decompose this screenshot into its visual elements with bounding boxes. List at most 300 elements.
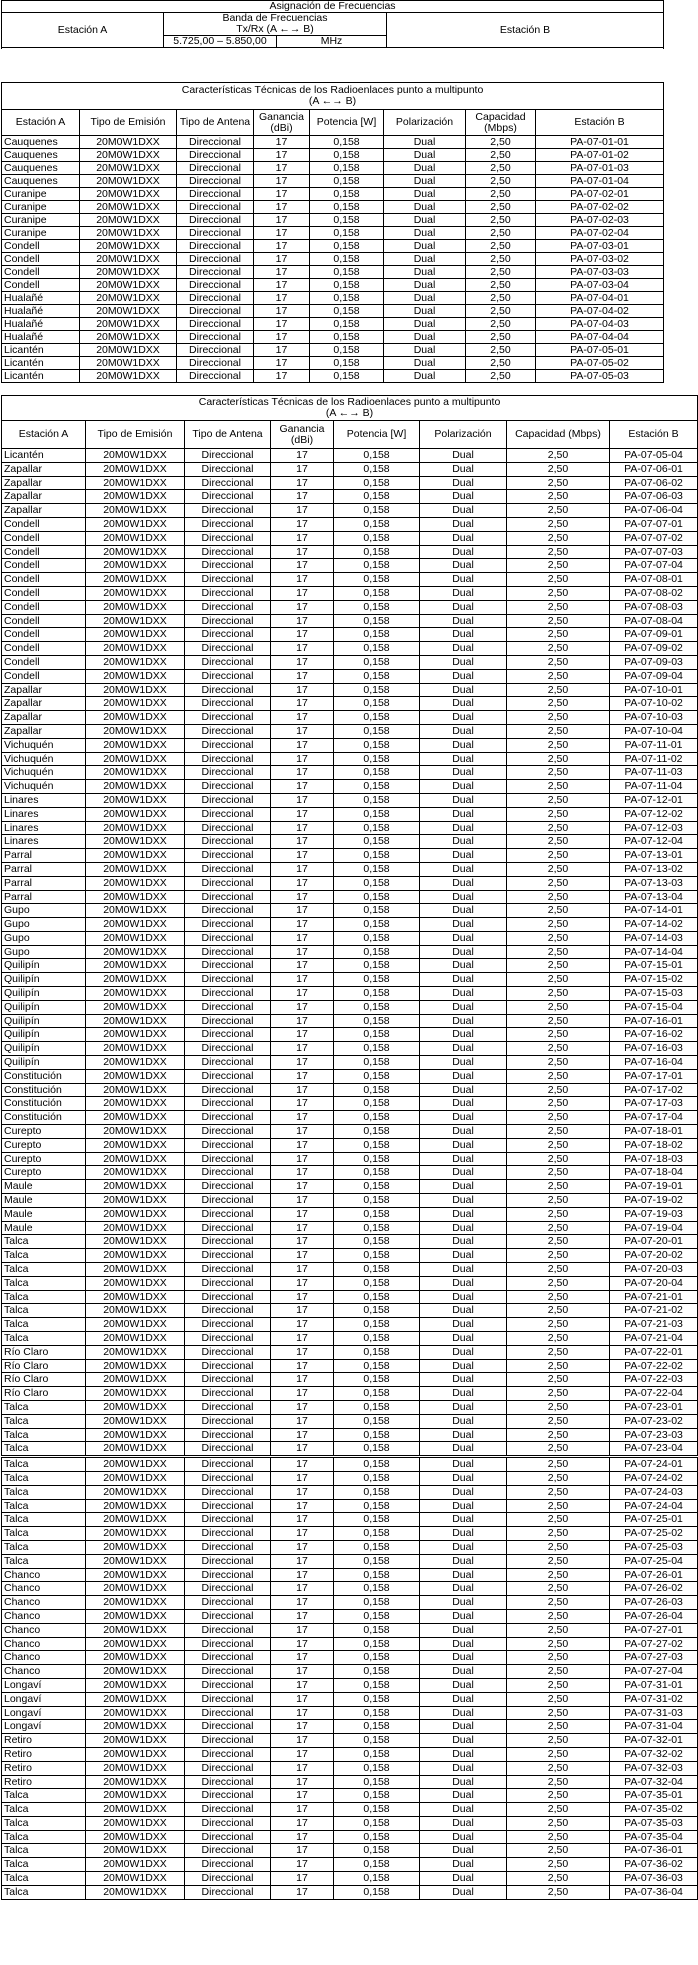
cell-tipo-emision: 20M0W1DXX [86,1414,185,1428]
cell-estacion-a: Condell [2,628,86,642]
cell-tipo-emision: 20M0W1DXX [86,1540,185,1554]
cell-capacidad: 2,50 [466,136,536,149]
cell-polarizacion: Dual [420,1761,507,1775]
cell-ganancia: 17 [271,1249,334,1263]
cell-potencia: 0,158 [334,1885,420,1899]
cell-potencia: 0,158 [334,1180,420,1194]
cell-tipo-emision: 20M0W1DXX [86,1442,185,1457]
cell-polarizacion: Dual [384,370,466,383]
cell-tipo-antena: Direccional [177,253,254,266]
table-row [2,862,698,876]
cell-estacion-a: Chanco [2,1637,86,1651]
cell-tipo-emision: 20M0W1DXX [86,1803,185,1817]
cell-tipo-emision: 20M0W1DXX [86,1400,185,1414]
cell-tipo-antena: Direccional [185,1540,271,1554]
cell-capacidad: 2,50 [507,780,610,794]
cell-capacidad: 2,50 [507,862,610,876]
cell-polarizacion: Dual [420,517,507,531]
table-row [2,1457,698,1472]
cell-estacion-b: PA-07-17-03 [610,1097,698,1111]
table-row [2,504,698,518]
cell-estacion-b: PA-07-31-04 [610,1720,698,1734]
table-row [2,1083,698,1097]
cell-ganancia: 17 [271,1138,334,1152]
cell-estacion-a: Curanipe [2,214,80,227]
cell-polarizacion: Dual [420,835,507,849]
cell-potencia: 0,158 [334,504,420,518]
cell-capacidad: 2,50 [507,1180,610,1194]
cell-estacion-b: PA-07-14-01 [610,904,698,918]
cell-potencia: 0,158 [334,669,420,683]
cell-estacion-b: PA-07-03-03 [536,266,664,279]
cell-capacidad: 2,50 [507,1816,610,1830]
table-row [2,890,698,904]
cell-polarizacion: Dual [420,1789,507,1803]
cell-tipo-emision: 20M0W1DXX [86,1428,185,1442]
cell-tipo-antena: Direccional [185,559,271,573]
cell-tipo-emision: 20M0W1DXX [80,253,177,266]
cell-estacion-a: Longaví [2,1678,86,1692]
cell-tipo-antena: Direccional [185,1373,271,1387]
cell-estacion-a: Linares [2,807,86,821]
cell-polarizacion: Dual [420,1720,507,1734]
cell-potencia: 0,158 [334,918,420,932]
cell-tipo-emision: 20M0W1DXX [86,1014,185,1028]
table-row [2,188,664,201]
table-row [2,1665,698,1679]
cell-capacidad: 2,50 [507,1194,610,1208]
cell-capacidad: 2,50 [507,1166,610,1180]
cell-tipo-antena: Direccional [185,1457,271,1472]
cell-potencia: 0,158 [334,1623,420,1637]
cell-estacion-a: Gupo [2,931,86,945]
cell-capacidad: 2,50 [507,1318,610,1332]
cell-polarizacion: Dual [420,849,507,863]
cell-estacion-a: Hualañé [2,292,80,305]
cell-ganancia: 17 [271,1457,334,1472]
station-a-header: Estación A [2,13,164,48]
cell-tipo-antena: Direccional [185,724,271,738]
cell-potencia: 0,158 [334,1138,420,1152]
cell-potencia: 0,158 [334,1125,420,1139]
cell-estacion-b: PA-07-04-01 [536,292,664,305]
cell-potencia: 0,158 [334,904,420,918]
cell-estacion-a: Talca [2,1816,86,1830]
cell-capacidad: 2,50 [507,1485,610,1499]
table-row [2,945,698,959]
cell-capacidad: 2,50 [507,1276,610,1290]
cell-ganancia: 17 [254,266,310,279]
cell-estacion-a: Curanipe [2,201,80,214]
cell-tipo-antena: Direccional [185,1194,271,1208]
table-1-header-row [2,110,664,136]
cell-estacion-a: Constitución [2,1083,86,1097]
cell-estacion-b: PA-07-09-01 [610,628,698,642]
cell-tipo-emision: 20M0W1DXX [86,780,185,794]
cell-estacion-a: Talca [2,1414,86,1428]
cell-polarizacion: Dual [420,586,507,600]
cell-tipo-antena: Direccional [185,449,271,463]
band-range: 5.725,00 – 5.850,00 [164,36,277,48]
cell-polarizacion: Dual [420,1734,507,1748]
cell-estacion-a: Quilipín [2,1014,86,1028]
cell-capacidad: 2,50 [507,1207,610,1221]
cell-potencia: 0,158 [334,931,420,945]
cell-capacidad: 2,50 [507,1290,610,1304]
cell-tipo-antena: Direccional [185,1414,271,1428]
cell-ganancia: 17 [271,449,334,463]
cell-tipo-antena: Direccional [177,188,254,201]
cell-capacidad: 2,50 [507,1692,610,1706]
cell-capacidad: 2,50 [507,1623,610,1637]
table-row [2,628,698,642]
cell-polarizacion: Dual [420,669,507,683]
cell-ganancia: 17 [271,1221,334,1235]
cell-tipo-emision: 20M0W1DXX [86,1387,185,1401]
cell-tipo-emision: 20M0W1DXX [86,931,185,945]
cell-tipo-antena: Direccional [185,1428,271,1442]
cell-estacion-b: PA-07-21-03 [610,1318,698,1332]
cell-polarizacion: Dual [384,266,466,279]
cell-ganancia: 17 [271,862,334,876]
cell-tipo-antena: Direccional [177,149,254,162]
cell-polarizacion: Dual [420,697,507,711]
cell-estacion-a: Río Claro [2,1359,86,1373]
cell-potencia: 0,158 [310,292,384,305]
cell-potencia: 0,158 [334,517,420,531]
cell-ganancia: 17 [271,945,334,959]
cell-ganancia: 17 [254,344,310,357]
cell-potencia: 0,158 [310,253,384,266]
cell-potencia: 0,158 [334,490,420,504]
cell-tipo-emision: 20M0W1DXX [86,1359,185,1373]
cell-estacion-b: PA-07-03-02 [536,253,664,266]
cell-tipo-antena: Direccional [185,1138,271,1152]
cell-ganancia: 17 [271,1332,334,1346]
cell-estacion-a: Chanco [2,1651,86,1665]
cell-capacidad: 2,50 [466,214,536,227]
cell-ganancia: 17 [254,149,310,162]
cell-capacidad: 2,50 [507,614,610,628]
cell-tipo-antena: Direccional [185,973,271,987]
cell-polarizacion: Dual [420,504,507,518]
table-row [2,849,698,863]
cell-polarizacion: Dual [420,614,507,628]
cell-polarizacion: Dual [420,1069,507,1083]
cell-ganancia: 17 [271,1276,334,1290]
technical-table-2 [1,395,698,1900]
cell-estacion-b: PA-07-03-04 [536,279,664,292]
table-row [2,987,698,1001]
cell-ganancia: 17 [271,1596,334,1610]
cell-capacidad: 2,50 [507,545,610,559]
band-label-1: Banda de Frecuencias [164,13,387,25]
cell-polarizacion: Dual [420,1014,507,1028]
cell-tipo-antena: Direccional [177,240,254,253]
cell-polarizacion: Dual [384,136,466,149]
cell-polarizacion: Dual [420,600,507,614]
cell-ganancia: 17 [271,1083,334,1097]
table-row [2,1499,698,1513]
cell-tipo-antena: Direccional [185,1789,271,1803]
table-row [2,697,698,711]
cell-estacion-b: PA-07-27-03 [610,1651,698,1665]
cell-tipo-emision: 20M0W1DXX [86,766,185,780]
cell-estacion-a: Talca [2,1830,86,1844]
cell-tipo-emision: 20M0W1DXX [86,517,185,531]
cell-estacion-b: PA-07-05-04 [610,449,698,463]
cell-ganancia: 17 [271,1775,334,1789]
table-row [2,973,698,987]
table-row [2,780,698,794]
cell-estacion-a: Condell [2,531,86,545]
cell-polarizacion: Dual [420,490,507,504]
cell-tipo-emision: 20M0W1DXX [86,476,185,490]
cell-tipo-antena: Direccional [185,945,271,959]
cell-potencia: 0,158 [334,600,420,614]
cell-capacidad: 2,50 [507,449,610,463]
cell-tipo-antena: Direccional [185,1332,271,1346]
cell-capacidad: 2,50 [507,1830,610,1844]
cell-polarizacion: Dual [420,1596,507,1610]
cell-estacion-b: PA-07-36-04 [610,1885,698,1899]
cell-estacion-b: PA-07-08-02 [610,586,698,600]
cell-tipo-emision: 20M0W1DXX [86,1345,185,1359]
frequency-assignment-table [1,0,664,48]
cell-capacidad: 2,50 [507,1775,610,1789]
cell-tipo-emision: 20M0W1DXX [86,835,185,849]
cell-potencia: 0,158 [334,1692,420,1706]
cell-estacion-b: PA-07-07-04 [610,559,698,573]
table-row [2,531,698,545]
cell-tipo-emision: 20M0W1DXX [86,462,185,476]
table-row [2,279,664,292]
cell-tipo-emision: 20M0W1DXX [86,669,185,683]
cell-estacion-a: Parral [2,876,86,890]
cell-estacion-b: PA-07-18-02 [610,1138,698,1152]
cell-estacion-a: Constitución [2,1111,86,1125]
cell-polarizacion: Dual [384,162,466,175]
cell-polarizacion: Dual [420,1083,507,1097]
cell-ganancia: 17 [271,876,334,890]
cell-polarizacion: Dual [420,1803,507,1817]
table-row [2,490,698,504]
table-row [2,1442,698,1457]
cell-estacion-b: PA-07-35-02 [610,1803,698,1817]
cell-capacidad: 2,50 [507,559,610,573]
cell-estacion-a: Condell [2,253,80,266]
table-row [2,1554,698,1568]
cell-polarizacion: Dual [384,357,466,370]
cell-ganancia: 17 [271,1844,334,1858]
cell-ganancia: 17 [271,1692,334,1706]
cell-estacion-b: PA-07-12-01 [610,793,698,807]
cell-tipo-emision: 20M0W1DXX [80,292,177,305]
cell-polarizacion: Dual [420,780,507,794]
cell-tipo-emision: 20M0W1DXX [86,1513,185,1527]
cell-estacion-a: Talca [2,1844,86,1858]
cell-potencia: 0,158 [334,1513,420,1527]
cell-potencia: 0,158 [334,1056,420,1070]
table-row [2,462,698,476]
cell-tipo-emision: 20M0W1DXX [86,1499,185,1513]
cell-tipo-antena: Direccional [185,1318,271,1332]
table-row [2,149,664,162]
cell-potencia: 0,158 [310,188,384,201]
cell-ganancia: 17 [271,490,334,504]
station-b-header: Estación B [387,13,664,48]
cell-potencia: 0,158 [334,628,420,642]
cell-estacion-a: Hualañé [2,305,80,318]
cell-estacion-a: Vichuquén [2,752,86,766]
cell-ganancia: 17 [271,1471,334,1485]
cell-capacidad: 2,50 [466,357,536,370]
table-row [2,1111,698,1125]
table-row [2,642,698,656]
table-row [2,1097,698,1111]
header-estacion-b: Estación B [536,110,664,136]
cell-estacion-b: PA-07-24-02 [610,1471,698,1485]
cell-ganancia: 17 [271,1263,334,1277]
cell-estacion-a: Talca [2,1235,86,1249]
cell-capacidad: 2,50 [466,266,536,279]
table-row [2,1734,698,1748]
table-row [2,1290,698,1304]
cell-estacion-b: PA-07-35-01 [610,1789,698,1803]
cell-tipo-emision: 20M0W1DXX [86,1221,185,1235]
cell-capacidad: 2,50 [507,1872,610,1886]
cell-polarizacion: Dual [420,642,507,656]
cell-potencia: 0,158 [334,1775,420,1789]
cell-tipo-antena: Direccional [177,214,254,227]
cell-ganancia: 17 [271,890,334,904]
cell-ganancia: 17 [271,1789,334,1803]
cell-tipo-antena: Direccional [185,1221,271,1235]
table-row [2,1872,698,1886]
cell-polarizacion: Dual [420,987,507,1001]
cell-potencia: 0,158 [334,1844,420,1858]
cell-estacion-a: Quilipín [2,1000,86,1014]
technical-table-1 [1,82,664,383]
cell-estacion-b: PA-07-12-03 [610,821,698,835]
header-tipo-antena: Tipo de Antena [177,110,254,136]
cell-capacidad: 2,50 [507,1345,610,1359]
table-row [2,1042,698,1056]
cell-polarizacion: Dual [420,1885,507,1899]
cell-polarizacion: Dual [420,1400,507,1414]
cell-tipo-antena: Direccional [185,531,271,545]
cell-estacion-b: PA-07-05-01 [536,344,664,357]
cell-potencia: 0,158 [310,240,384,253]
cell-potencia: 0,158 [334,1609,420,1623]
table-row [2,517,698,531]
cell-estacion-a: Talca [2,1803,86,1817]
table-row [2,1485,698,1499]
cell-polarizacion: Dual [420,766,507,780]
cell-capacidad: 2,50 [507,669,610,683]
cell-polarizacion: Dual [420,1692,507,1706]
cell-ganancia: 17 [271,807,334,821]
cell-potencia: 0,158 [334,462,420,476]
cell-polarizacion: Dual [384,318,466,331]
table-row [2,724,698,738]
table-row [2,305,664,318]
cell-tipo-antena: Direccional [185,1152,271,1166]
cell-capacidad: 2,50 [507,1359,610,1373]
cell-polarizacion: Dual [420,1318,507,1332]
cell-estacion-b: PA-07-25-04 [610,1554,698,1568]
header-ganancia: Ganancia (dBi) [271,421,334,449]
cell-capacidad: 2,50 [507,711,610,725]
cell-ganancia: 17 [271,573,334,587]
table-row [2,738,698,752]
cell-estacion-a: Condell [2,559,86,573]
cell-tipo-emision: 20M0W1DXX [86,1028,185,1042]
cell-ganancia: 17 [271,1665,334,1679]
cell-ganancia: 17 [271,517,334,531]
cell-estacion-b: PA-07-02-04 [536,227,664,240]
cell-estacion-b: PA-07-10-04 [610,724,698,738]
cell-ganancia: 17 [271,1428,334,1442]
cell-estacion-a: Quilipín [2,1056,86,1070]
cell-ganancia: 17 [271,1761,334,1775]
cell-estacion-a: Retiro [2,1761,86,1775]
cell-potencia: 0,158 [334,449,420,463]
cell-polarizacion: Dual [420,1290,507,1304]
cell-tipo-antena: Direccional [185,766,271,780]
table-row [2,1692,698,1706]
cell-ganancia: 17 [271,545,334,559]
cell-tipo-antena: Direccional [185,1069,271,1083]
cell-polarizacion: Dual [420,904,507,918]
cell-tipo-emision: 20M0W1DXX [86,1180,185,1194]
cell-polarizacion: Dual [420,1138,507,1152]
cell-tipo-antena: Direccional [185,1276,271,1290]
cell-tipo-antena: Direccional [185,1665,271,1679]
cell-tipo-antena: Direccional [185,1028,271,1042]
cell-polarizacion: Dual [384,253,466,266]
cell-tipo-antena: Direccional [185,517,271,531]
cell-tipo-antena: Direccional [185,1499,271,1513]
cell-estacion-a: Zapallar [2,504,86,518]
cell-estacion-b: PA-07-26-04 [610,1609,698,1623]
cell-tipo-antena: Direccional [185,1816,271,1830]
cell-potencia: 0,158 [334,1207,420,1221]
table-2-body [2,449,698,1900]
table-row [2,1527,698,1541]
cell-estacion-a: Linares [2,821,86,835]
cell-estacion-b: PA-07-31-02 [610,1692,698,1706]
cell-tipo-antena: Direccional [185,1042,271,1056]
cell-ganancia: 17 [271,628,334,642]
cell-estacion-a: Condell [2,240,80,253]
table-row [2,1816,698,1830]
cell-capacidad: 2,50 [507,1000,610,1014]
cell-estacion-b: PA-07-36-01 [610,1844,698,1858]
cell-estacion-b: PA-07-32-02 [610,1747,698,1761]
header-tipo-antena: Tipo de Antena [185,421,271,449]
cell-estacion-a: Talca [2,1263,86,1277]
cell-capacidad: 2,50 [507,1637,610,1651]
cell-estacion-a: Maule [2,1221,86,1235]
cell-estacion-a: Hualañé [2,331,80,344]
cell-potencia: 0,158 [334,1706,420,1720]
cell-tipo-emision: 20M0W1DXX [86,862,185,876]
cell-estacion-a: Condell [2,614,86,628]
cell-tipo-antena: Direccional [185,959,271,973]
cell-tipo-emision: 20M0W1DXX [86,614,185,628]
cell-ganancia: 17 [271,1554,334,1568]
